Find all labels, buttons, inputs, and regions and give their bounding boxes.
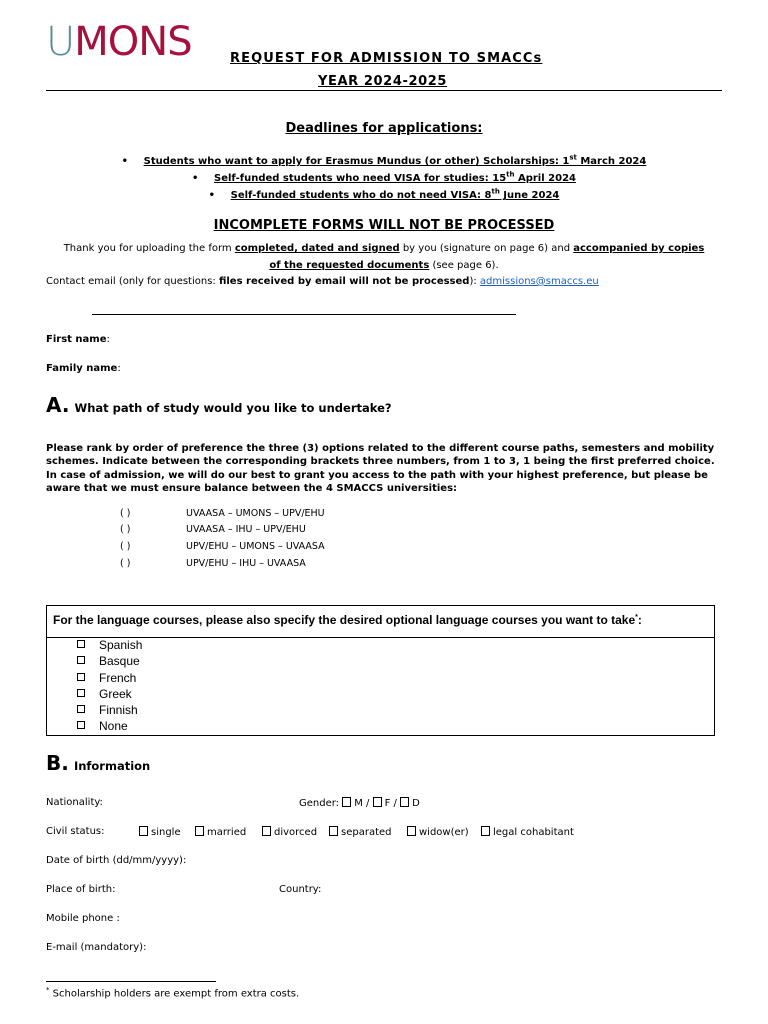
rank-bracket[interactable]: ( ) — [120, 508, 131, 519]
civil-option[interactable]: widow(er) — [407, 826, 469, 838]
checkbox-icon[interactable] — [329, 826, 338, 836]
checkbox-icon[interactable] — [139, 826, 148, 836]
country-field[interactable]: Country: — [279, 884, 322, 895]
checkbox-icon[interactable] — [77, 721, 85, 729]
language-courses-header — [47, 606, 714, 638]
place-of-birth-field[interactable]: Place of birth: — [46, 884, 116, 895]
checkbox-icon[interactable] — [77, 640, 85, 648]
deadline-item: • Students who want to apply for Erasmus Mundus (or other) Scholarships: 1st March 2024 — [121, 154, 647, 168]
date-of-birth-field[interactable]: Date of birth (dd/mm/yyyy): — [46, 855, 187, 866]
checkbox-icon[interactable] — [77, 689, 85, 697]
family-name-field[interactable]: Family name: — [46, 363, 121, 374]
path-option: UVAASA – UMONS – UPV/EHU — [186, 508, 325, 519]
rank-bracket[interactable]: ( ) — [120, 558, 131, 569]
civil-option[interactable]: separated — [329, 826, 392, 838]
instructions-text-2: of the requested documents (see page 6). — [269, 260, 499, 271]
language-option-finnish[interactable]: Finnish — [77, 703, 138, 717]
form-title: REQUEST FOR ADMISSION TO SMACCs — [230, 51, 543, 66]
email-field[interactable]: E-mail (mandatory): — [46, 942, 147, 953]
section-b-heading: B. Information — [46, 751, 151, 775]
checkbox-icon[interactable] — [77, 705, 85, 713]
checkbox-icon[interactable] — [373, 797, 382, 807]
checkbox-icon[interactable] — [407, 826, 416, 836]
path-option: UVAASA – IHU – UPV/EHU — [186, 524, 306, 535]
language-option-french[interactable]: French — [77, 671, 136, 685]
civil-option[interactable]: legal cohabitant — [481, 826, 574, 838]
path-option: UPV/EHU – UMONS – UVAASA — [186, 541, 325, 552]
language-option-greek[interactable]: Greek — [77, 687, 132, 701]
form-year: YEAR 2024-2025 — [318, 74, 448, 89]
civil-status-label: Civil status: — [46, 826, 105, 837]
language-option-none[interactable]: None — [77, 719, 128, 733]
language-courses-box — [46, 605, 715, 736]
path-option: UPV/EHU – IHU – UVAASA — [186, 558, 306, 569]
footnote: * Scholarship holders are exempt from extra costs. — [46, 986, 300, 1000]
deadline-item: • Self-funded students who need VISA for studies: 15th April 2024 — [192, 171, 576, 185]
checkbox-icon[interactable] — [342, 797, 351, 807]
contact-email-link[interactable]: admissions@smaccs.eu — [479, 276, 599, 287]
deadlines-heading: Deadlines for applications: — [285, 121, 483, 136]
gender-field: Gender: M / F / D — [299, 798, 420, 809]
checkbox-icon[interactable] — [400, 797, 409, 807]
incomplete-notice: INCOMPLETE FORMS WILL NOT BE PROCESSED — [213, 218, 555, 233]
civil-option[interactable]: married — [195, 826, 246, 838]
checkbox-icon[interactable] — [77, 673, 85, 681]
section-a-heading: A. What path of study would you like to undertake? — [46, 393, 392, 417]
checkbox-icon[interactable] — [481, 826, 490, 836]
language-option-basque[interactable]: Basque — [77, 654, 140, 668]
checkbox-icon[interactable] — [77, 656, 85, 664]
header-rule — [46, 90, 722, 91]
separator-line — [92, 314, 516, 315]
ranking-instructions: Please rank by order of preference the three (3) options related to the different course paths, semesters and mobility schemes. Indicate between the corresponding brackets three numbers, from 1 to 3, 1 being the first preferred choice. In case of admission, we will do our best to grant you access to the path with your highest preference, but please be aware that we must ensure balance between the 4 SMACCS universities: — [46, 443, 715, 494]
mobile-phone-field[interactable]: Mobile phone : — [46, 913, 120, 924]
rank-bracket[interactable]: ( ) — [120, 524, 131, 535]
deadline-item: • Self-funded students who do not need VISA: 8th June 2024 — [208, 188, 560, 202]
civil-option[interactable]: single — [139, 826, 181, 838]
rank-bracket[interactable]: ( ) — [120, 541, 131, 552]
language-option-spanish[interactable]: Spanish — [77, 638, 142, 652]
umons-logo: UMONS — [46, 19, 192, 65]
checkbox-icon[interactable] — [195, 826, 204, 836]
first-name-field[interactable]: First name: — [46, 334, 110, 345]
checkbox-icon[interactable] — [262, 826, 271, 836]
footnote-rule — [46, 981, 216, 982]
contact-line: Contact email (only for questions: files received by email will not be processed): admissions@smaccs.eu — [46, 276, 599, 287]
nationality-field[interactable]: Nationality: — [46, 797, 103, 808]
language-courses-heading: For the language courses, please also specify the desired optional language courses you want to take*: — [53, 613, 642, 627]
instructions-text: Thank you for uploading the form completed, dated and signed by you (signature on page 6) and accompanied by copies — [63, 243, 705, 254]
civil-option[interactable]: divorced — [262, 826, 317, 838]
